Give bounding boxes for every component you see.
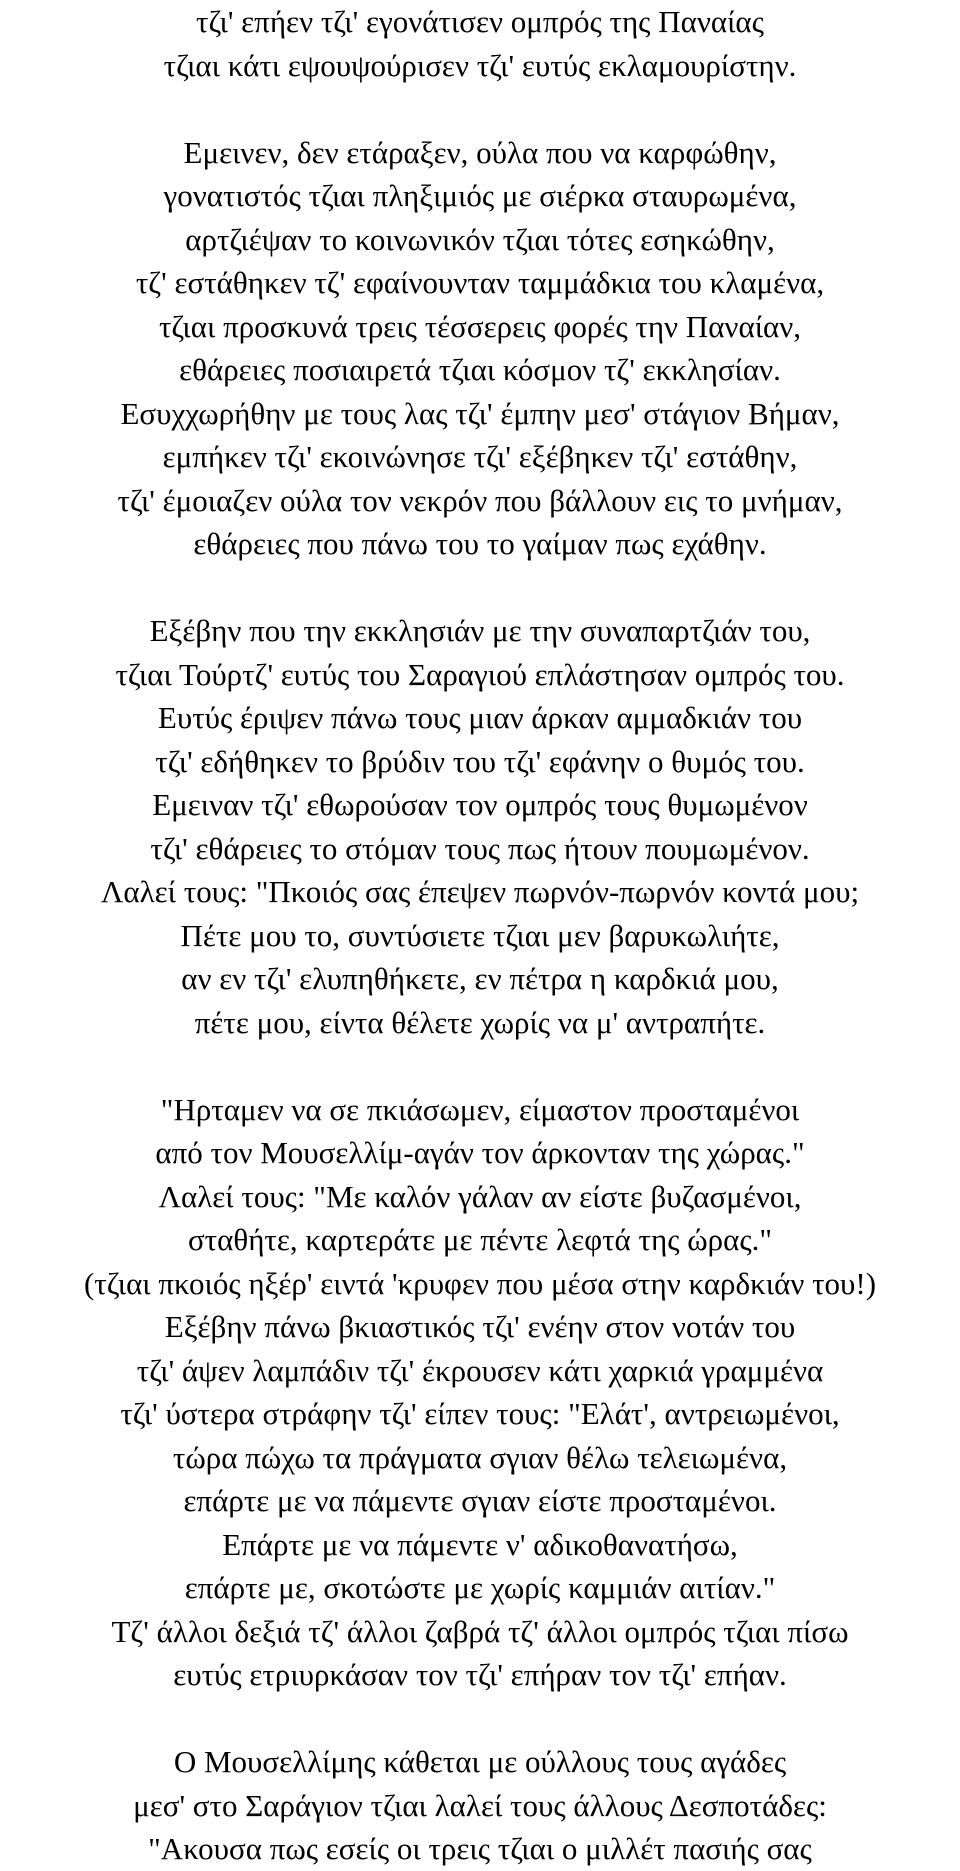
poem-line: Λαλεί τους: "Με καλόν γάλαν αν είστε βυζασμένοι,	[158, 1178, 802, 1214]
stanza-3	[0, 609, 960, 1044]
stanza-4	[0, 1088, 960, 1697]
poem-line: "Ηρταμεν να σε πκιάσωμεν, είμαστον προσταμένοι	[160, 1091, 800, 1127]
poem-line: Επάρτε με να πάμεντε ν' αδικοθανατήσω,	[222, 1526, 738, 1562]
poem-line: Εξέβην πάνω βκιαστικός τζι' ενέην στον νοτάν του	[164, 1309, 796, 1344]
poem-line: Εμεινεν, δεν ετάραξεν, ούλα που να καρφώθην,	[183, 134, 777, 170]
poem-line: τζι' έμοιαζεν ούλα τον νεκρόν που βάλλουν εις το μνήμαν,	[117, 482, 843, 518]
poem-line: τζιαι κάτι εψουψούρισεν τζι' ευτύς εκλαμουρίστην.	[163, 47, 797, 83]
poem-line: εθάρειες που πάνω του το γαίμαν πως εχάθην.	[193, 526, 767, 561]
poem-line: τζ' εστάθηκεν τζ' εφαίνουνταν ταμμάδκια του κλαμένα,	[135, 265, 825, 300]
stanza-gap	[0, 566, 960, 610]
stanza-1	[0, 0, 960, 87]
poem-line: τζι' επήεν τζι' εγονάτισεν ομπρός της Παναίας	[196, 4, 764, 39]
poem-line: εθάρειες ποσιαιρετά τζιαι κόσμον τζ' εκκλησίαν.	[179, 352, 781, 387]
poem-line: Λαλεί τους: "Πκοιός σας έπεψεν πωρνόν-πωρνόν κοντά μου;	[100, 874, 860, 909]
poem-line: (τζιαι πκοιός ηξέρ' ειντά 'κρυφεν που μέσα στην καρδκιάν του!)	[83, 1265, 877, 1301]
poem-line: Τζ' άλλοι δεξιά τζ' άλλοι ζαβρά τζ' άλλοι ομπρός τζιαι πίσω	[111, 1613, 849, 1649]
poem-line: αν εν τζι' ελυπηθήκετε, εν πέτρα η καρδκιά μου,	[181, 961, 779, 996]
poem-line: εμπήκεν τζι' εκοινώνησε τζι' εξέβηκεν τζι' εστάθην,	[162, 439, 798, 474]
poem-line: πέτε μου, είντα θέλετε χωρίς να μ' αντραπήτε.	[194, 1004, 766, 1040]
poem-line: γονατιστός τζιαι πληξιμιός με σιέρκα σταυρωμένα,	[163, 178, 797, 213]
poem-line: τζι' εδήθηκεν το βρύδιν του τζι' εφάνην ο θυμός του.	[155, 743, 805, 779]
poem-line: επάρτε με να πάμεντε σγιαν είστε προσταμένοι.	[183, 1483, 777, 1518]
poem-line: "Ακουσα πως εσείς οι τρεις τζιαι ο μιλλέτ πασιής σας	[148, 1831, 812, 1866]
stanza-2	[0, 131, 960, 566]
poem-line: Εμειναν τζι' εθωρούσαν τον ομπρός τους θυμωμένον	[152, 787, 808, 822]
stanza-gap	[0, 1697, 960, 1741]
stanza-gap	[0, 87, 960, 131]
poem-line: ευτύς ετριυρκάσαν τον τζι' επήραν τον τζι' επήαν.	[173, 1657, 787, 1692]
poem-line: τζιαι προσκυνά τρεις τέσσερεις φορές την Παναίαν,	[158, 308, 802, 344]
poem-line: Ευτύς έριψεν πάνω τους μιαν άρκαν αμμαδκιάν του	[157, 700, 803, 735]
poem-line: σταθήτε, καρτεράτε με πέντε λεφτά της ώρας."	[187, 1222, 773, 1257]
poem-line: τζι' άψεν λαμπάδιν τζι' έκρουσεν κάτι χαρκιά γραμμένα	[136, 1352, 824, 1388]
poem-line: τζιαι Τούρτζ' ευτύς του Σαραγιού επλάστησαν ομπρός του.	[115, 656, 845, 692]
poem-line: αρτζιέψαν το κοινωνικόν τζιαι τότες εσηκώθην,	[185, 221, 775, 257]
poem-line: από τον Μουσελλίμ-αγάν τον άρκονταν της χώρας."	[155, 1135, 805, 1170]
poem-line: Πέτε μου το, συντύσιετε τζιαι μεν βαρυκωλιήτε,	[180, 917, 780, 953]
poem-line: Ο Μουσελλίμης κάθεται με ούλλους τους αγάδες	[173, 1744, 787, 1779]
stanza-5	[0, 1740, 960, 1871]
poem-line: τώρα πώχω τα πράγματα σγιαν θέλω τελειωμένα,	[172, 1439, 788, 1475]
stanza-gap	[0, 1044, 960, 1088]
poem-line: τζι' ύστερα στράφην τζι' είπεν τους: "Ελάτ', αντρειωμένοι,	[120, 1396, 840, 1431]
poem-line: Εσυχχωρήθην με τους λας τζι' έμπην μεσ' στάγιον Βήμαν,	[120, 395, 840, 431]
poem-line: επάρτε με, σκοτώστε με χωρίς καμμιάν αιτίαν."	[184, 1570, 776, 1605]
poem-line: μεσ' στο Σαράγιον τζιαι λαλεί τους άλλους Δεσποτάδες:	[133, 1787, 827, 1823]
poem-line: τζι' εθάρειες το στόμαν τους πως ήτουν πουμωμένον.	[150, 830, 810, 866]
poem-line: Εξέβην που την εκκλησιάν με την συναπαρτζιάν του,	[149, 613, 811, 648]
